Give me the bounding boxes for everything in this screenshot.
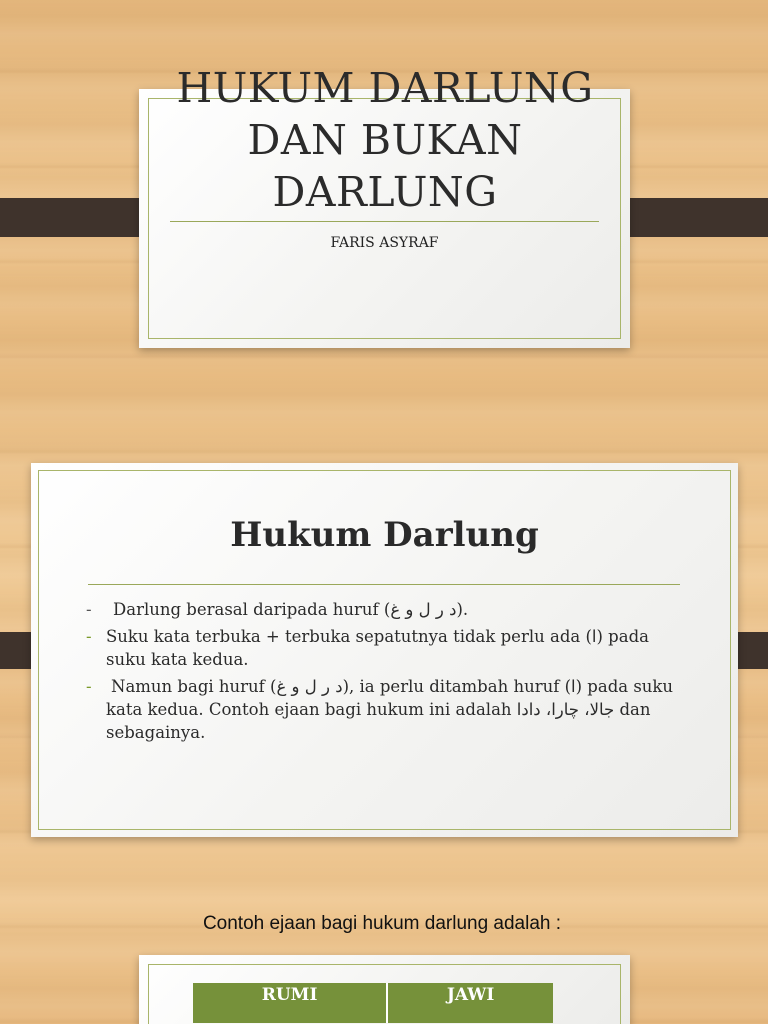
table-header-rumi: RUMI bbox=[193, 983, 387, 1023]
rule-point bbox=[86, 598, 686, 621]
rule-slide bbox=[31, 463, 738, 837]
table-header-jawi: JAWI bbox=[387, 983, 553, 1023]
rule-point bbox=[86, 625, 686, 671]
rule-points-list bbox=[86, 598, 686, 748]
rule-point-text: Namun bagi huruf (د ر ل و غ), ia perlu ditambah huruf (ا) pada suku kata kedua. Contoh ejaan bagi hukum ini adalah جالا، چارا، دادا dan sebagainya. bbox=[106, 677, 674, 742]
example-table-slide bbox=[139, 955, 630, 1024]
bullet-dash: - bbox=[86, 627, 92, 646]
divider-band-left-1 bbox=[0, 198, 158, 237]
rule-point-text: Suku kata terbuka + terbuka sepatutnya tidak perlu ada (ا) pada suku kata kedua. bbox=[106, 627, 649, 669]
bullet-dash: - bbox=[86, 677, 92, 696]
rule-slide-title: Hukum Darlung bbox=[230, 515, 539, 555]
title-slide-divider bbox=[170, 221, 599, 222]
slide-title: HUKUM DARLUNG DAN BUKAN DARLUNG bbox=[176, 64, 594, 216]
rule-point-text: Darlung berasal daripada huruf (د ر ل و غ). bbox=[113, 600, 469, 619]
bullet-dash: - bbox=[86, 600, 92, 619]
table-header-row bbox=[193, 983, 553, 1023]
example-table bbox=[193, 983, 553, 1023]
rule-slide-divider bbox=[88, 584, 680, 585]
divider-band-right-1 bbox=[612, 198, 768, 237]
rule-point bbox=[86, 675, 686, 744]
slide-subtitle: FARIS ASYRAF bbox=[330, 235, 439, 251]
example-caption: Contoh ejaan bagi hukum darlung adalah : bbox=[202, 913, 562, 934]
